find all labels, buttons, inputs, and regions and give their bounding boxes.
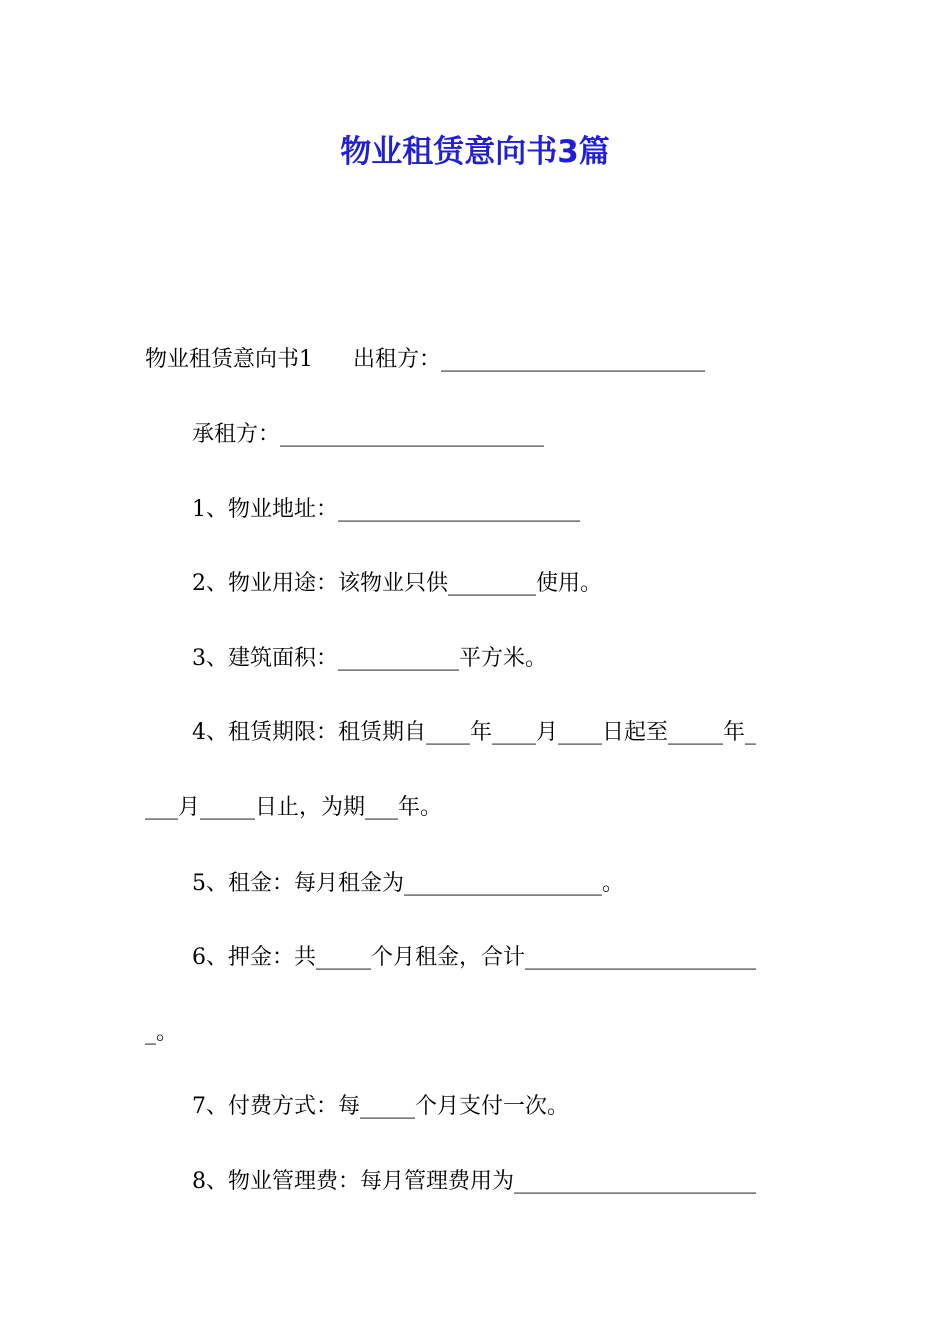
property-address-item: 1、物业地址：______________________ xyxy=(192,497,580,522)
heading-lessor-line xyxy=(145,344,705,376)
lessee-field: 承租方：________________________ xyxy=(192,422,545,447)
payment-method-item: 7、付费方式：每_____个月支付一次。 xyxy=(192,1094,569,1119)
deposit-continued: _。 xyxy=(145,1020,179,1045)
section-heading: 物业租赁意向书1 xyxy=(145,347,313,372)
building-area-item: 3、建筑面积：___________平方米。 xyxy=(192,646,547,671)
management-fee-item: 8、物业管理费：每月管理费用为______________________ xyxy=(192,1169,756,1194)
rent-item: 5、租金：每月租金为__________________。 xyxy=(192,871,624,896)
document-title: 物业租赁意向书3篇 xyxy=(340,134,610,170)
lessor-field: 出租方：________________________ xyxy=(353,347,706,372)
lease-term-continued: ___月_____日止，为期___年。 xyxy=(145,795,443,820)
property-use-item: 2、物业用途：该物业只供________使用。 xyxy=(192,571,602,596)
deposit-item: 6、押金：共_____个月租金，合计_____________________ xyxy=(192,945,756,970)
lease-term-item: 4、租赁期限：租赁期自____年____月____日起至_____年_ xyxy=(192,720,756,745)
